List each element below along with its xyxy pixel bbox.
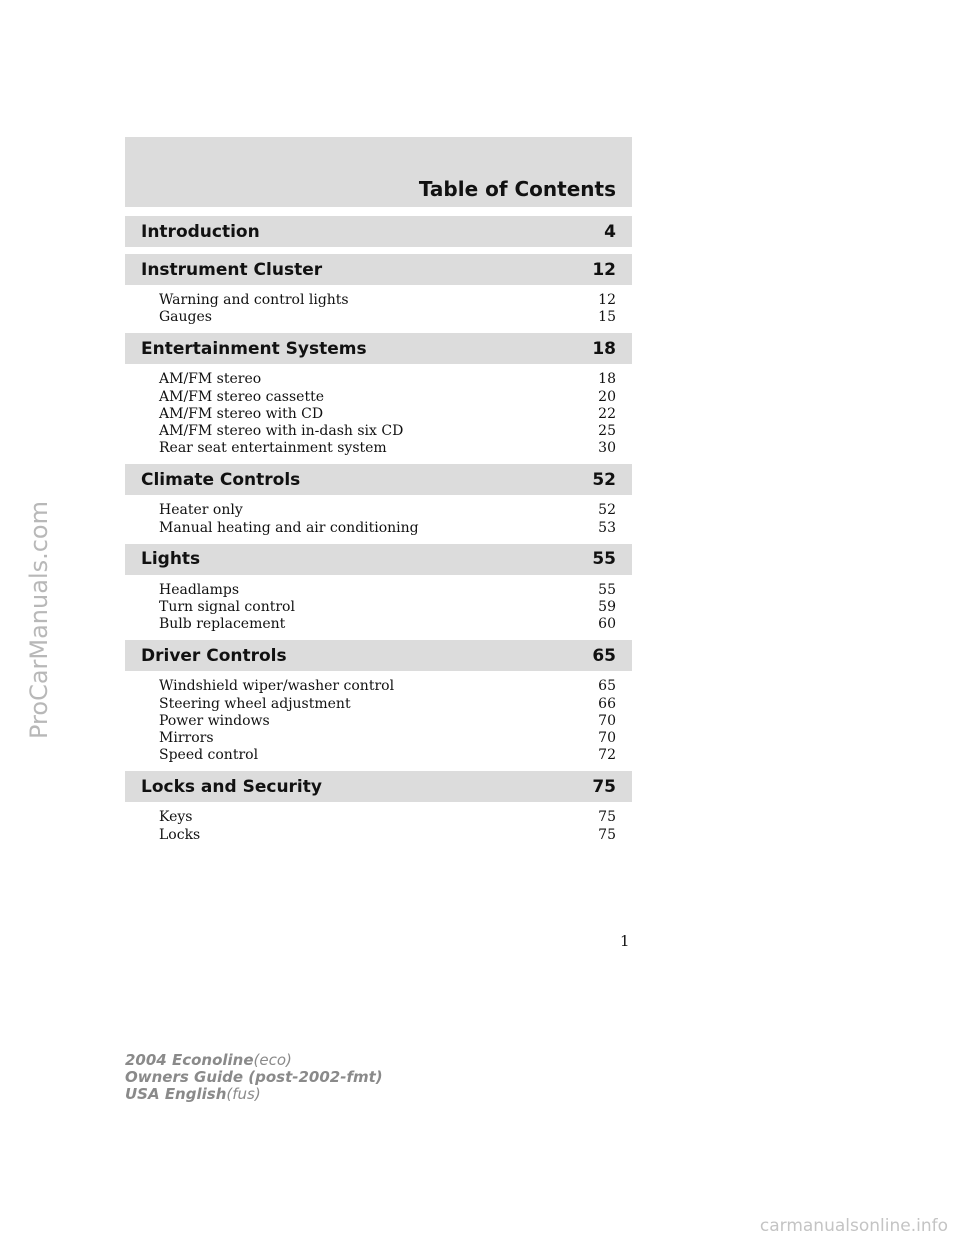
entry-label: Bulb replacement: [159, 616, 286, 633]
table-of-contents: [125, 216, 632, 851]
entry-page: 18: [598, 371, 616, 388]
toc-entry-link[interactable]: [159, 599, 616, 616]
entry-label: Power windows: [159, 712, 270, 729]
section-heading-link[interactable]: [125, 216, 632, 247]
footer-lang: USA English: [125, 1085, 227, 1103]
section-page: 55: [592, 549, 616, 570]
footer-line-lang: [125, 1086, 383, 1103]
section-heading-link[interactable]: [125, 464, 632, 495]
entry-label: Gauges: [159, 309, 212, 326]
entry-label: Keys: [159, 809, 193, 826]
entry-label: Headlamps: [159, 581, 240, 598]
toc-entry-link[interactable]: [159, 713, 616, 730]
entry-page: 22: [598, 405, 616, 422]
toc-section: [125, 544, 632, 634]
toc-entry-link[interactable]: [159, 423, 616, 440]
watermark-text: ProCarManuals.com: [25, 500, 53, 740]
toc-header: [125, 137, 632, 207]
entry-label: AM/FM stereo with in-dash six CD: [159, 423, 404, 440]
entry-label: Speed control: [159, 747, 259, 764]
section-items: [125, 671, 632, 764]
entry-label: Manual heating and air conditioning: [159, 519, 419, 536]
section-heading-link[interactable]: [125, 771, 632, 802]
section-heading-link[interactable]: [125, 640, 632, 671]
section-page: 12: [592, 259, 616, 280]
entry-page: 70: [598, 730, 616, 747]
toc-section: [125, 640, 632, 764]
section-heading-link[interactable]: [125, 333, 632, 364]
toc-entry-link[interactable]: [159, 616, 616, 633]
section-page: 75: [592, 776, 616, 797]
toc-entry-link[interactable]: [159, 696, 616, 713]
entry-page: 60: [598, 616, 616, 633]
entry-label: Heater only: [159, 502, 243, 519]
toc-entry-link[interactable]: [159, 827, 616, 844]
toc-section: [125, 254, 632, 326]
section-page: 4: [604, 221, 616, 242]
toc-section: [125, 771, 632, 843]
entry-page: 25: [598, 423, 616, 440]
toc-entry-link[interactable]: [159, 371, 616, 388]
toc-entry-link[interactable]: [159, 440, 616, 457]
entry-label: AM/FM stereo: [159, 371, 262, 388]
entry-label: Rear seat entertainment system: [159, 440, 387, 457]
toc-section: [125, 216, 632, 247]
entry-page: 55: [598, 581, 616, 598]
entry-page: 20: [598, 388, 616, 405]
side-watermark: [4, 420, 74, 820]
entry-label: AM/FM stereo with CD: [159, 405, 324, 422]
entry-label: Locks: [159, 826, 201, 843]
section-title: Driver Controls: [141, 645, 287, 666]
entry-page: 53: [598, 519, 616, 536]
entry-page: 75: [598, 826, 616, 843]
toc-entry-link[interactable]: [159, 520, 616, 537]
entry-page: 30: [598, 440, 616, 457]
toc-entry-link[interactable]: [159, 582, 616, 599]
section-title: Entertainment Systems: [141, 338, 367, 359]
section-items: [125, 285, 632, 326]
section-heading-link[interactable]: [125, 544, 632, 575]
section-items: [125, 802, 632, 843]
section-heading-link[interactable]: [125, 254, 632, 285]
toc-section: [125, 464, 632, 536]
section-items: [125, 495, 632, 536]
toc-entry-link[interactable]: [159, 730, 616, 747]
entry-page: 66: [598, 695, 616, 712]
site-watermark: carmanualsonline.info: [759, 1216, 948, 1236]
entry-page: 12: [598, 292, 616, 308]
entry-page: 52: [598, 502, 616, 519]
section-title: Instrument Cluster: [141, 259, 323, 280]
page-title: Table of Contents: [418, 177, 616, 201]
entry-page: 59: [598, 599, 616, 616]
footer-lang-code: (fus): [226, 1085, 261, 1103]
entry-label: AM/FM stereo cassette: [159, 388, 324, 405]
document-footer: [125, 1052, 383, 1103]
toc-entry-link[interactable]: [159, 747, 616, 764]
footer-model: 2004 Econoline: [125, 1051, 254, 1069]
entry-label: Steering wheel adjustment: [159, 695, 351, 712]
section-page: 65: [592, 645, 616, 666]
toc-entry-link[interactable]: [159, 389, 616, 406]
entry-page: 70: [598, 712, 616, 729]
section-page: 18: [592, 338, 616, 359]
entry-label: Warning and control lights: [159, 292, 349, 308]
entry-label: Turn signal control: [159, 599, 295, 616]
toc-entry-link[interactable]: [159, 406, 616, 423]
section-title: Climate Controls: [141, 469, 301, 490]
footer-model-code: (eco): [253, 1051, 292, 1069]
section-items: [125, 364, 632, 457]
entry-page: 65: [598, 678, 616, 695]
footer-line-model: [125, 1052, 383, 1069]
section-title: Introduction: [141, 221, 260, 242]
section-items: [125, 575, 632, 634]
entry-label: Windshield wiper/washer control: [159, 678, 395, 695]
section-title: Lights: [141, 549, 201, 570]
toc-entry-link[interactable]: [159, 502, 616, 519]
toc-entry-link[interactable]: [159, 309, 616, 326]
entry-page: 15: [598, 309, 616, 326]
page-number: 1: [620, 932, 630, 950]
toc-entry-link[interactable]: [159, 678, 616, 695]
entry-page: 72: [598, 747, 616, 764]
entry-page: 75: [598, 809, 616, 826]
section-page: 52: [592, 469, 616, 490]
toc-entry-link[interactable]: [159, 292, 616, 309]
toc-section: [125, 333, 632, 457]
entry-label: Mirrors: [159, 730, 214, 747]
footer-line-guide: Owners Guide (post-2002-fmt): [125, 1068, 383, 1086]
toc-entry-link[interactable]: [159, 809, 616, 826]
section-title: Locks and Security: [141, 776, 322, 797]
